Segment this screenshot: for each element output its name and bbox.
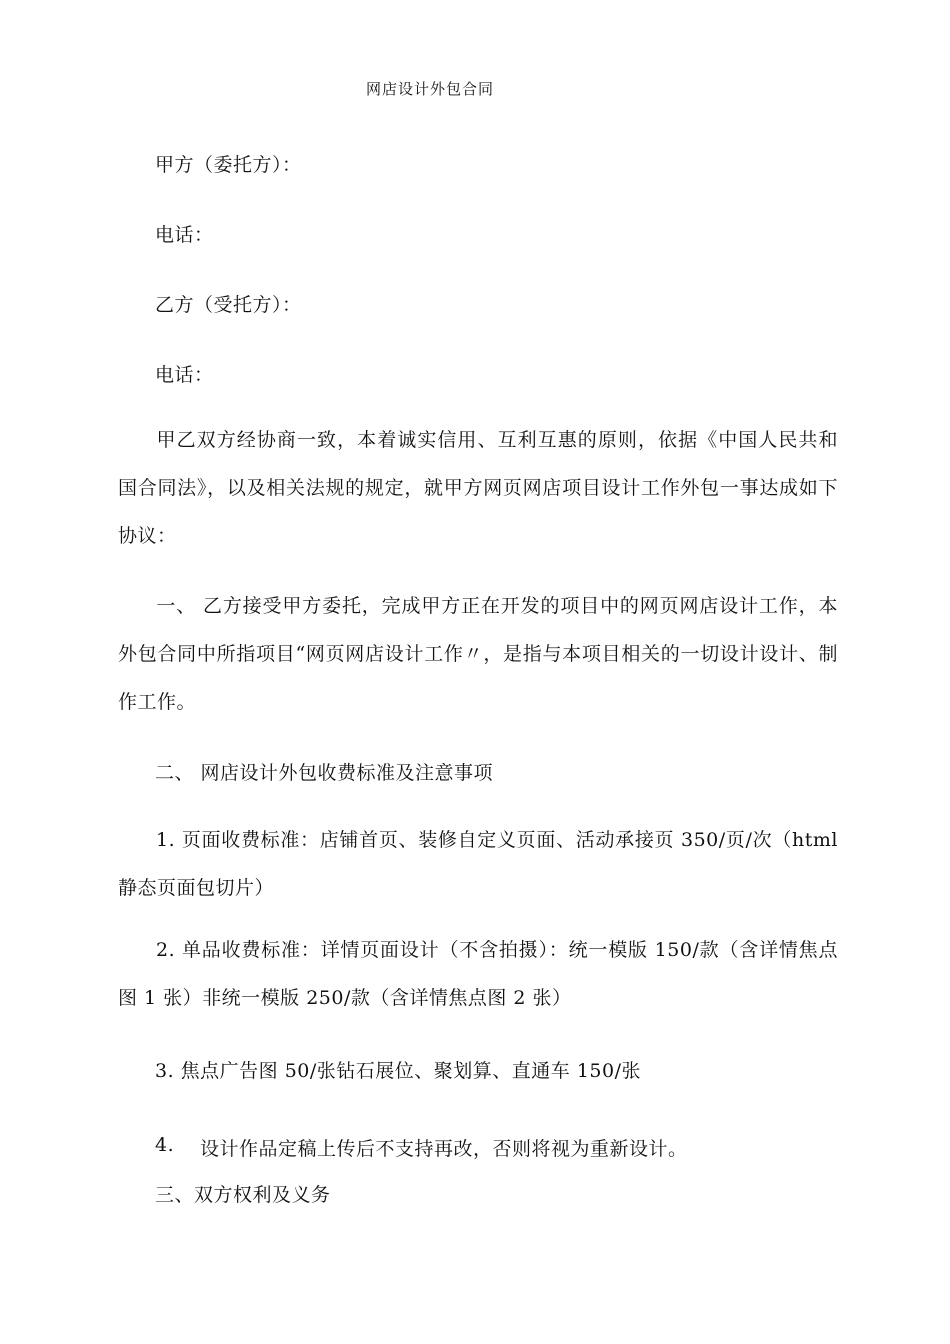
fee-item-3: 3. 焦点广告图 50/张钻石展位、聚划算、直通车 150/张 (155, 1060, 641, 1082)
section-2-heading: 二、 网店设计外包收费标准及注意事项 (155, 762, 494, 784)
section-3-heading: 三、双方权利及义务 (155, 1184, 331, 1206)
document-title: 网店设计外包合同 (365, 80, 494, 98)
fee-item-4-text: 设计作品定稿上传后不支持再改，否则将视为重新设计。 (200, 1138, 688, 1160)
preamble-text: 甲乙双方经协商一致，本着诚实信用、互利互惠的原则，依据《中国人民共和国合同法》，以及相关法规的规定，就甲方网页网店项目设计工作外包一事达成如下协议： (118, 429, 838, 547)
preamble-paragraph (118, 416, 838, 560)
fee-item-1-text: 1. 页面收费标准：店铺首页、装修自定义页面、活动承接页 350/页/次（html 静态页面包切片） (118, 829, 838, 899)
fee-item-1-paragraph (118, 816, 838, 912)
fee-item-4-number: 4. (155, 1134, 175, 1156)
party-b-phone-label: 电话： (155, 364, 214, 386)
party-a-phone-label: 电话： (155, 224, 214, 246)
party-b-label: 乙方（受托方）： (155, 294, 302, 316)
section-1-text: 一、 乙方接受甲方委托，完成甲方正在开发的项目中的网页网店设计工作，本外包合同中所指项目“网页网店设计工作〃，是指与本项目相关的一切设计设计、制作工作。 (118, 595, 838, 713)
party-a-label: 甲方（委托方）： (155, 154, 302, 176)
fee-item-2-paragraph (118, 926, 838, 1022)
fee-item-2-text: 2. 单品收费标准：详情页面设计（不含拍摄）：统一模版 150/款（含详情焦点 图 1 张）非统一模版 250/款（含详情焦点图 2 张） (118, 939, 838, 1009)
section-1-paragraph (118, 582, 838, 726)
